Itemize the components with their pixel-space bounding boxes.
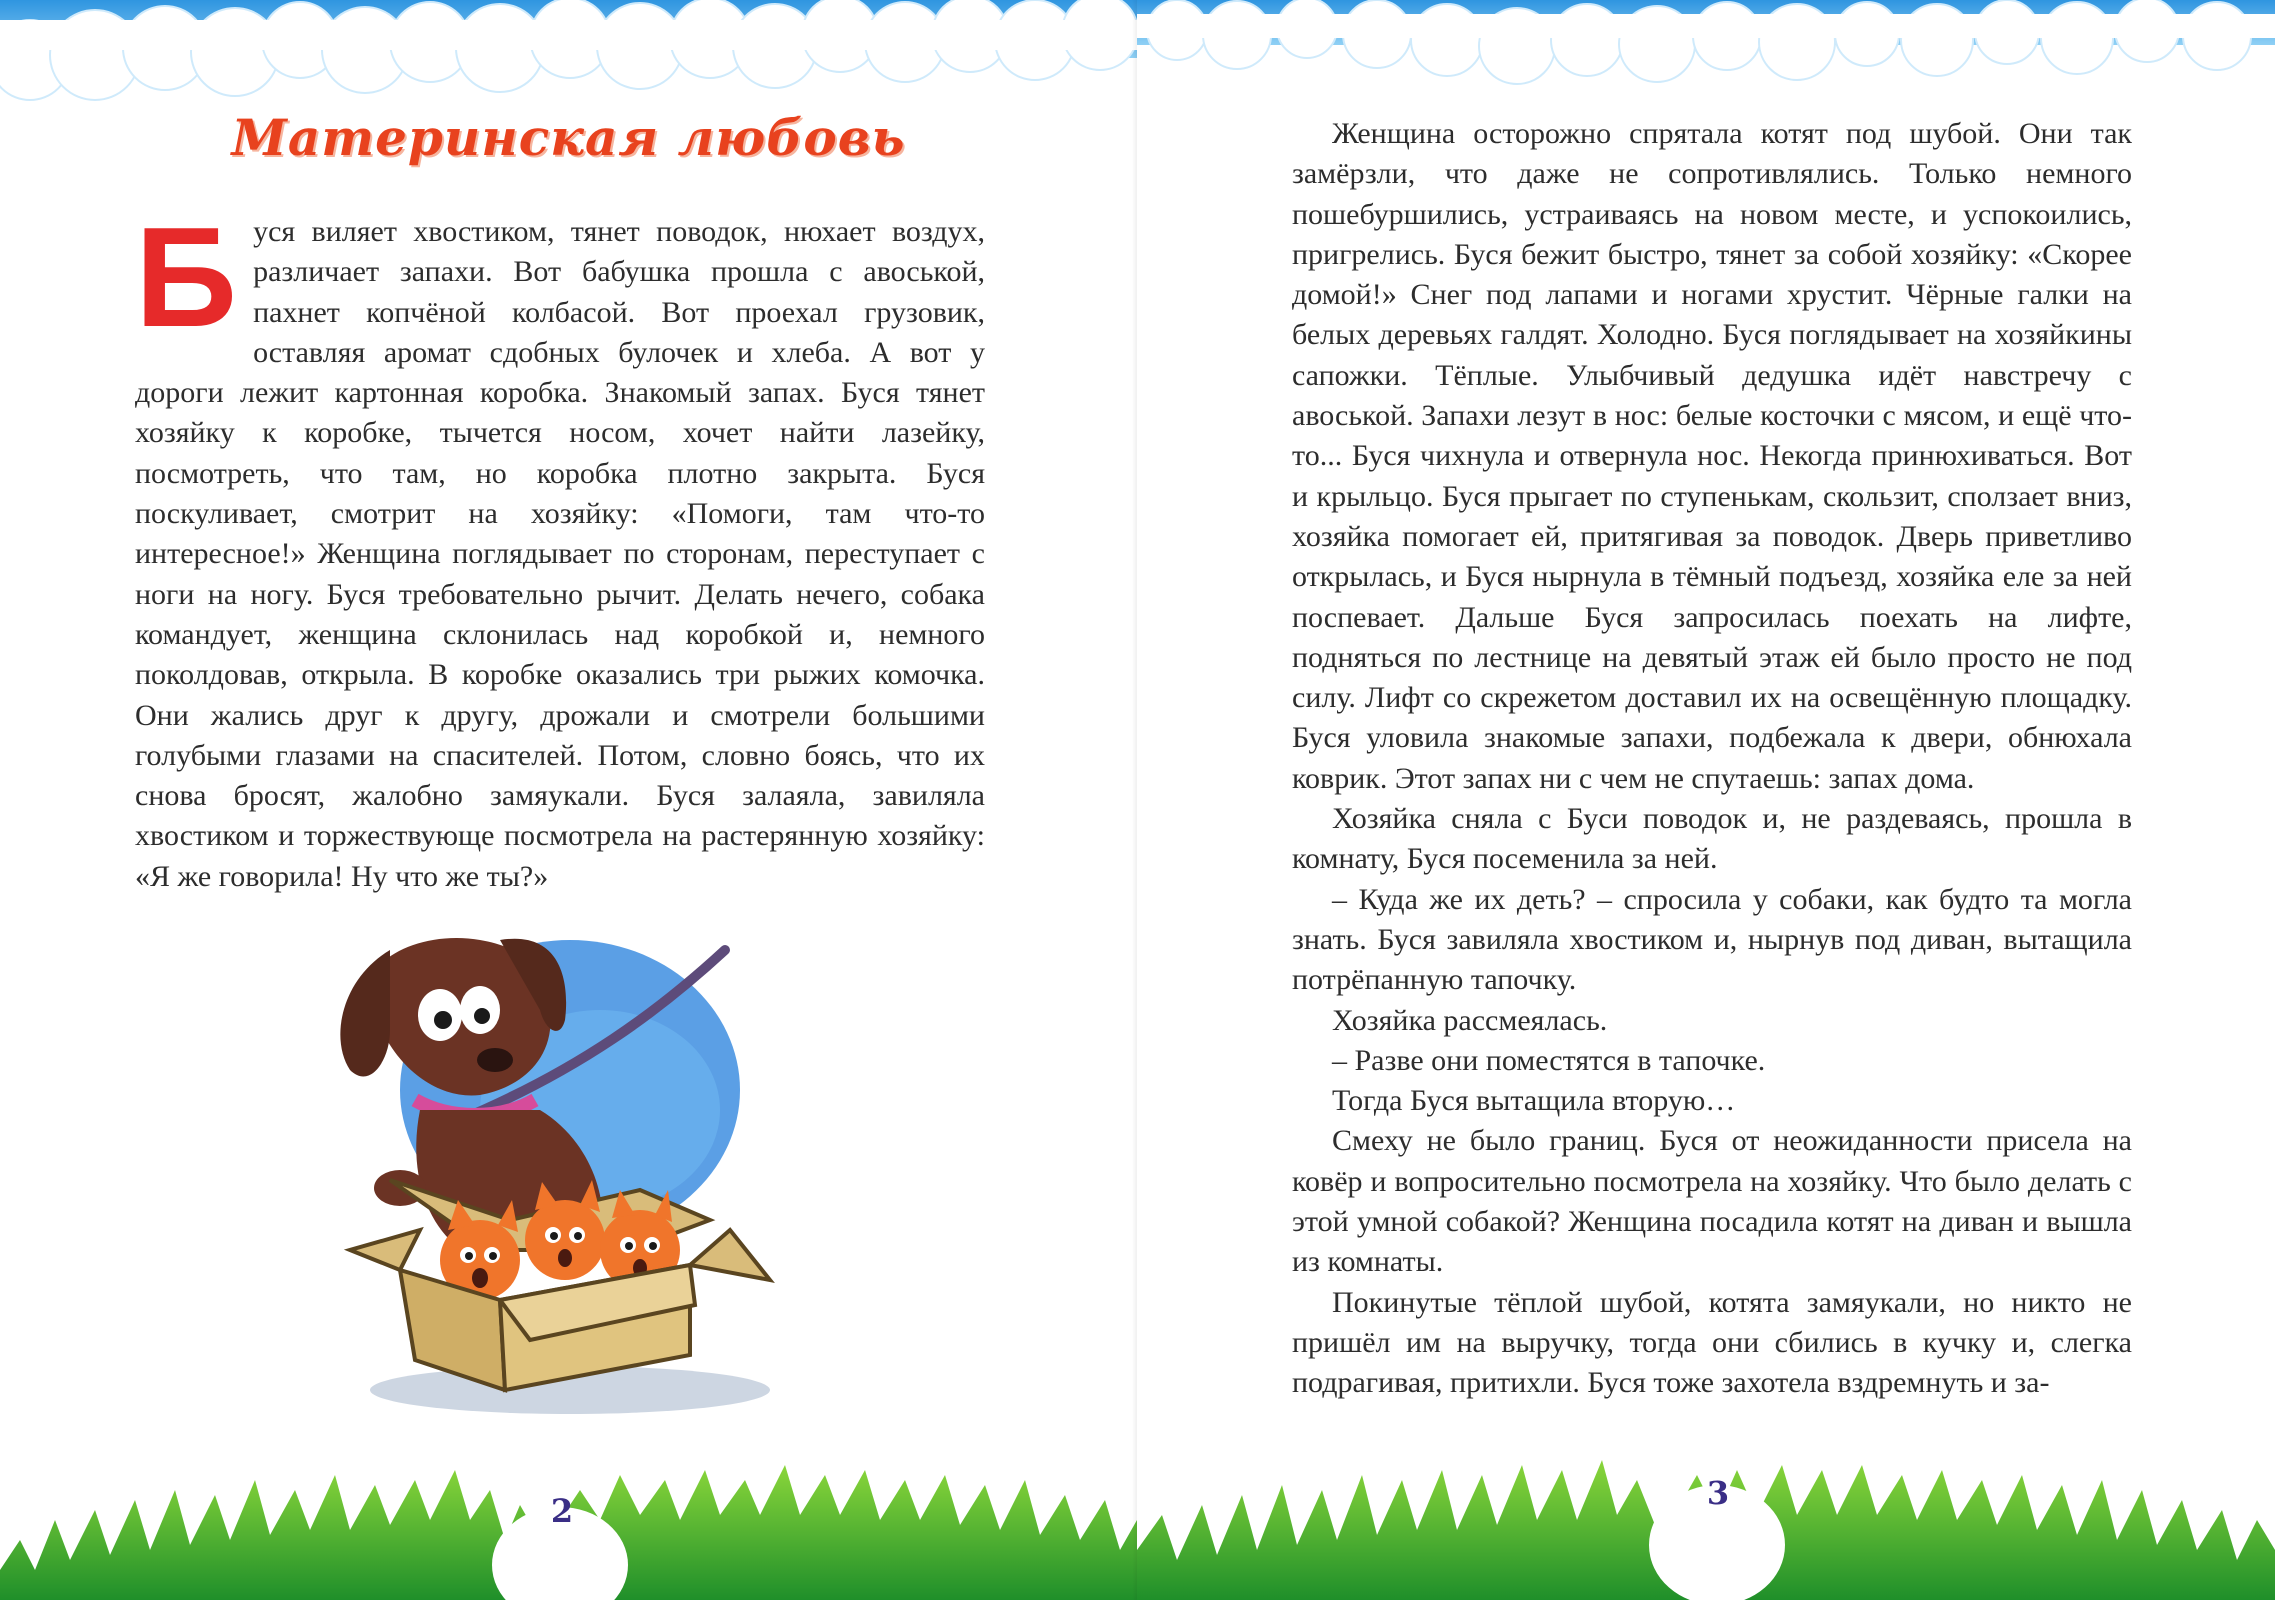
right-paragraph-3: – Куда же их деть? – спросила у собаки, как будто та могла знать. Буся завиляла хвостиком и, нырнув под диван, вытащила потрёпанную тапочку. <box>1292 882 2132 997</box>
right-page <box>1137 0 2275 1600</box>
drop-cap: Б <box>135 198 238 357</box>
left-paragraph: уся виляет хвостиком, тянет поводок, нюхает воздух, различает запахи. Вот бабушка прошла с авоськой, пахнет копчёной колбасой. Вот проехал грузовик, оставляя аромат сдобных булочек и хлеба. А вот у дороги лежит картонная коробка. Знакомый запах. Буся тянет хозяйку к коробке, тычется носом, хочет найти лазейку, посмотреть, что там, но коробка плотно закрыта. Буся поскуливает, смотрит на хозяйку: «Помоги, там что-то интересное!» Женщина поглядывает по сторонам, переступает с ноги на ногу. Буся требовательно рычит. Делать нечего, собака командует, женщина склонилась над коробкой и, немного поколдовав, открыла. В коробке оказались три рыжих комочка. Они жались друг к другу, дрожали и смотрели большими голубыми глазами на спасителей. Потом, словно боясь, что их снова бросят, жалобно замяукали. Буся залаяла, завиляла хвостиком и торжествующе посмотрела на растерянную хозяйку: «Я же говорила! Ну что же ты?» <box>135 215 985 893</box>
left-page <box>0 0 1137 1600</box>
sky-clouds-icon <box>0 0 1137 120</box>
right-paragraph-7: Смеху не было границ. Буся от неожиданности присела на ковёр и вопросительно посмотрела на хозяйку. Что было делать с этой умной собакой? Женщина посадила котят на диван и вышла из комнаты. <box>1292 1124 2132 1279</box>
left-story-text <box>135 198 985 897</box>
dog-with-kittens-in-box-illustration <box>330 920 800 1420</box>
right-paragraph-2: Хозяйка сняла с Буси поводок и, не раздеваясь, прошла в комнату, Буся посеменила за ней. <box>1292 802 2132 876</box>
story-title: Материнская любовь <box>231 108 906 167</box>
right-paragraph-1: Женщина осторожно спрятала котят под шубой. Они так замёрзли, что даже не сопротивлялись. Только немного пошебуршились, устраиваясь на новом месте, и успокоились, пригрелись. Буся бежит быстро, тянет за собой хозяйку: «Скорее домой!» Снег под лапами и ногами хрустит. Чёрные галки на белых деревьях галдят. Холодно. Буся поглядывает на хозяйкины сапожки. Тёплые. Улыбчивый дедушка идёт навстречу с авоськой. Запахи лезут в нос: белые косточки с мясом, и ещё что-то... Буся чихнула и отвернула нос. Некогда принюхиваться. Вот и крыльцо. Буся прыгает по ступенькам, скользит, сползает вниз, хозяйка помогает ей, притягивая за поводок. Дверь приветливо открылась, и Буся нырнула в тёмный подъезд, хозяйка еле за ней поспевает. Дальше Буся запросилась поехать на лифте, подняться по лестнице на девятый этаж ей было просто не под силу. Лифт со скрежетом доставил их на освещённую площадку. Буся уловила знакомые запахи, подбежала к двери, обнюхала коврик. Этот запах ни с чем не спутаешь: запах дома. <box>1292 117 2132 795</box>
page-number-left: 2 <box>550 1492 574 1530</box>
right-paragraph-6: Тогда Буся вытащила вторую… <box>1332 1084 1736 1118</box>
right-paragraph-8: Покинутые тёплой шубой, котята замяукали, но никто не пришёл им на выручку, тогда они сбились в кучку и, слегка подрагивая, притихли. Буся тоже захотела вздремнуть и за- <box>1292 1285 2132 1400</box>
sky-clouds-icon <box>1137 0 2275 120</box>
right-paragraph-5: – Разве они поместятся в тапочке. <box>1332 1043 1766 1077</box>
page-number-right: 3 <box>1706 1474 1730 1512</box>
right-paragraph-4: Хозяйка рассмеялась. <box>1332 1003 1608 1037</box>
right-story-text <box>1292 114 2132 1404</box>
